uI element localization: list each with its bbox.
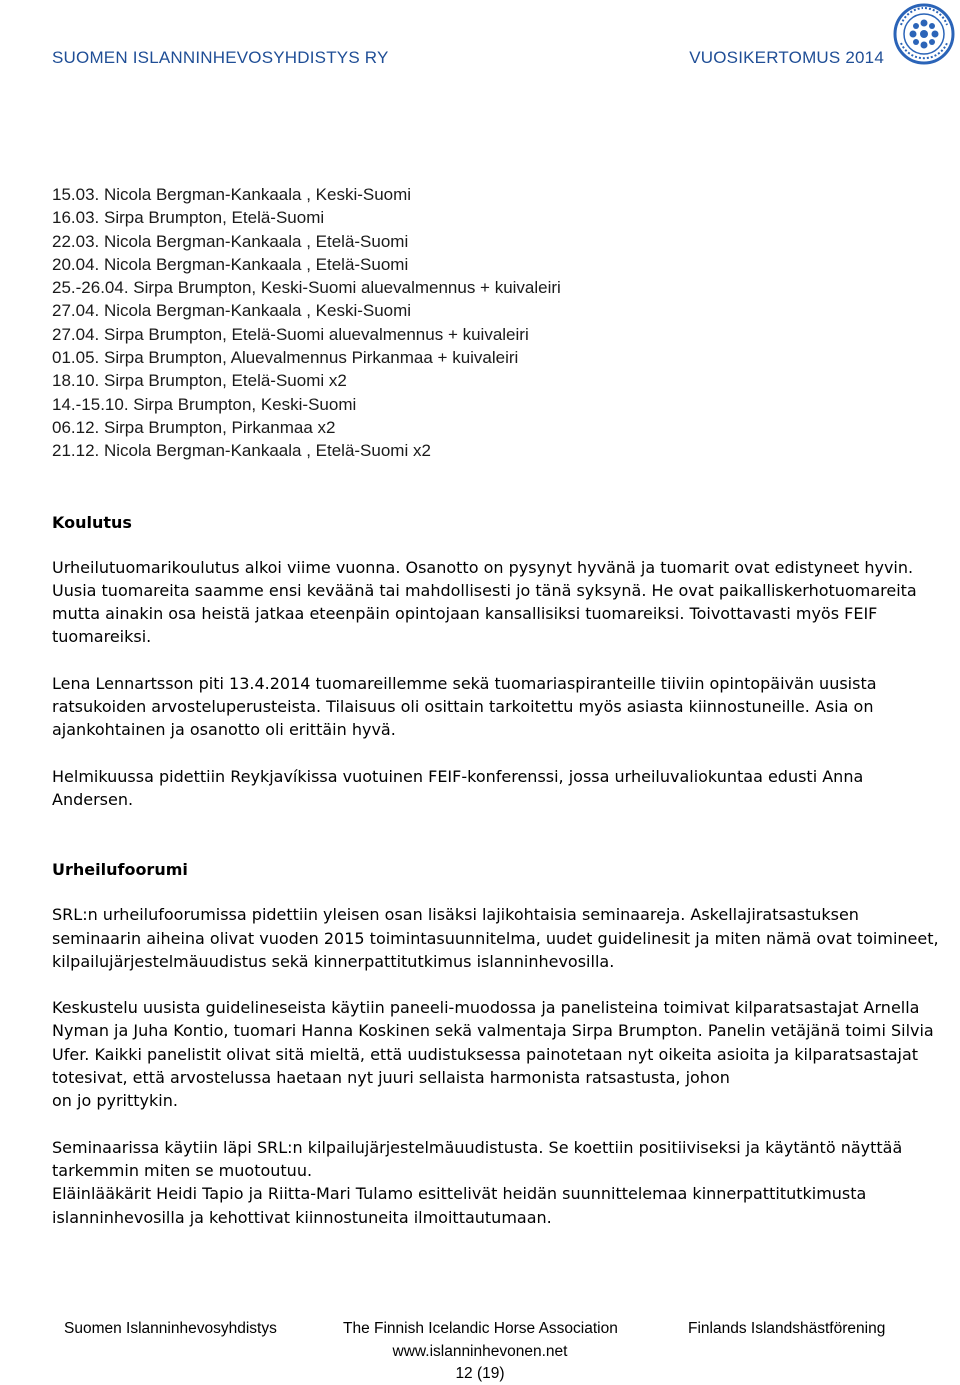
logo-emblem-icon: [893, 3, 955, 65]
association-logo: [893, 3, 955, 65]
list-item: 15.03. Nicola Bergman-Kankaala , Keski-Suomi: [52, 185, 412, 204]
list-item: 25.-26.04. Sirpa Brumpton, Keski-Suomi aluevalmennus + kuivaleiri: [52, 278, 561, 298]
list-item: 27.04. Sirpa Brumpton, Etelä-Suomi aluevalmennus + kuivaleiri: [52, 324, 529, 344]
document-body: [52, 183, 942, 1229]
footer-website-link[interactable]: www.islanninhevonen.net: [392, 1343, 568, 1360]
list-item: 06.12. Sirpa Brumpton, Pirkanmaa x2: [52, 417, 336, 437]
header-org-name: SUOMEN ISLANNINHEVOSYHDISTYS RY: [52, 48, 389, 67]
urheilufoorumi-paragraph-1: SRL:n urheilufoorumissa pidettiin yleisen osan lisäksi lajikohtaisia seminaareja. Askellajiratsastuksen seminaarin aiheina olivat vuoden 2015 toimintasuunnitelma, uudet guidelinesit ja miten nämä ovat toimineet, kilpailujärjestelmäuudistus sekä kinnerpattitutkimus islanninhevosilla.: [52, 905, 939, 971]
footer-org-finnish: Suomen Islanninhevosyhdistys: [64, 1320, 277, 1337]
list-item: 01.05. Sirpa Brumpton, Aluevalmennus Pirkanmaa + kuivaleiri: [52, 348, 519, 368]
header-report-title: VUOSIKERTOMUS 2014: [689, 48, 884, 67]
list-item: 22.03. Nicola Bergman-Kankaala , Etelä-Suomi: [52, 231, 409, 251]
footer-org-english: The Finnish Icelandic Horse Association: [343, 1320, 618, 1337]
list-item: 27.04. Nicola Bergman-Kankaala , Keski-Suomi: [52, 301, 412, 321]
event-list: [52, 183, 942, 463]
footer-org-swedish: Finlands Islandshästförening: [688, 1320, 886, 1337]
urheilufoorumi-paragraph-2: Keskustelu uusista guidelineseista käytiin paneeli-muodossa ja panelisteina toimivat kilparatsastajat Arnella Nyman ja Juha Kontio, tuomari Hanna Koskinen sekä valmentaja Sirpa Brumpton. Panelin vetäjänä toimi Silvia Ufer. Kaikki panelistit olivat sitä mieltä, että uudistuksessa painotetaan nyt oikeita asioita ja kilparatsastajat totesivat, että arvostelussa haetaan nyt juuri sellaista harmonista ratsastusta, johon: [52, 998, 934, 1088]
urheilufoorumi-paragraph-3: on jo pyrittykin.: [52, 1091, 178, 1111]
koulutus-paragraph-1: Urheilutuomarikoulutus alkoi viime vuonna. Osanotto on pysynyt hyvänä ja tuomarit ovat edistyneet hyvin. Uusia tuomareita saamme ensi keväänä tai mahdollisesti jo tänä syksynä. He ovat paikalliskerhotuomareita mutta ainakin osa heistä jatkaa eteenpäin opintojaan kansallisiksi tuomareiksi. Toivottavasti myös FEIF tuomareiksi.: [52, 557, 917, 647]
koulutus-paragraph-2: Lena Lennartsson piti 13.4.2014 tuomareillemme sekä tuomariaspiranteille tiiviin opintopäivän uusista ratsukoiden arvosteluperusteista. Tilaisuus oli osittain tarkoitettu myös asiasta kiinnostuneille. Asia on ajankohtainen ja osanotto oli erittäin hyvä.: [52, 673, 877, 740]
koulutus-paragraph-3: Helmikuussa pidettiin Reykjavíkissa vuotuinen FEIF-konferenssi, jossa urheiluvaliokuntaa edusti Anna Andersen.: [52, 766, 864, 809]
page-header: [52, 48, 884, 70]
list-item: 18.10. Sirpa Brumpton, Etelä-Suomi x2: [52, 371, 347, 391]
page-number: 12 (19): [455, 1365, 505, 1382]
list-item: 21.12. Nicola Bergman-Kankaala , Etelä-Suomi x2: [52, 441, 431, 461]
list-item: 20.04. Nicola Bergman-Kankaala , Etelä-Suomi: [52, 254, 409, 274]
list-item: 14.-15.10. Sirpa Brumpton, Keski-Suomi: [52, 394, 357, 414]
urheilufoorumi-paragraph-5: Eläinlääkärit Heidi Tapio ja Riitta-Mari Tulamo esittelivät heidän suunnittelemaa kinnerpattitutkimusta islanninhevosilla ja kehottivat kiinnostuneita ilmoittautumaan.: [52, 1184, 867, 1227]
section-heading-koulutus: Koulutus: [52, 512, 132, 532]
section-heading-urheilufoorumi: Urheilufoorumi: [52, 860, 188, 880]
list-item: 16.03. Sirpa Brumpton, Etelä-Suomi: [52, 208, 325, 228]
urheilufoorumi-paragraph-4: Seminaarissa käytiin läpi SRL:n kilpailujärjestelmäuudistusta. Se koettiin positiiviseksi ja käytäntö näyttää tarkemmin miten se muotoutuu.: [52, 1137, 903, 1180]
